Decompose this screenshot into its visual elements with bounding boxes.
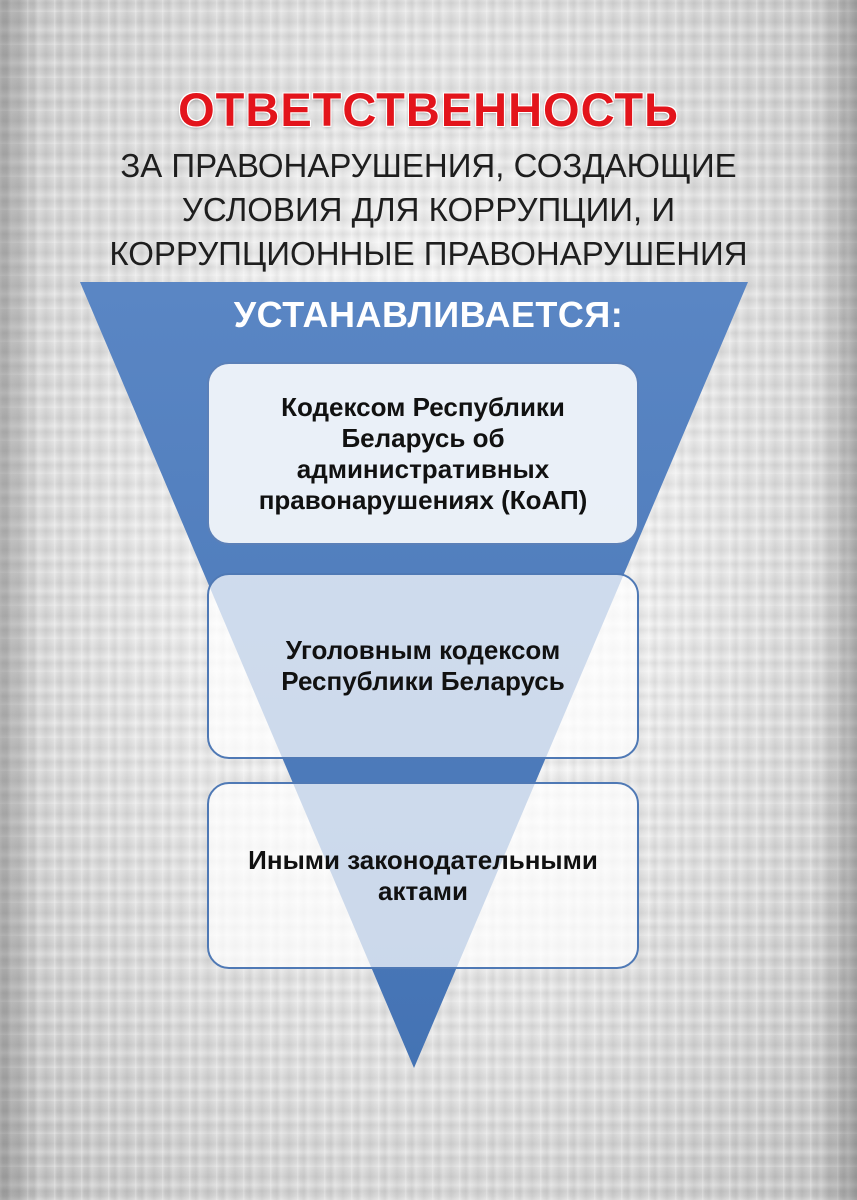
subtitle-line: УСЛОВИЯ ДЛЯ КОРРУПЦИИ, И — [181, 191, 676, 228]
source-box-criminal-code — [207, 573, 639, 759]
source-box-koap — [207, 362, 639, 545]
diagram-heading: УСТАНАВЛИВАЕТСЯ: — [233, 294, 624, 335]
source-label: Кодексом Республики Беларусь об административных правонарушениях (КоАП) — [258, 391, 588, 515]
source-label: Иными законодательными актами — [248, 844, 598, 906]
source-box-other-acts — [207, 782, 639, 969]
poster-title: ОТВЕТСТВЕННОСТЬ — [178, 83, 679, 136]
subtitle-line: ЗА ПРАВОНАРУШЕНИЯ, СОЗДАЮЩИЕ — [120, 147, 737, 184]
subtitle-line: КОРРУПЦИОННЫЕ ПРАВОНАРУШЕНИЯ — [109, 235, 748, 272]
source-label: Уголовным кодексом Республики Беларусь — [281, 635, 565, 696]
